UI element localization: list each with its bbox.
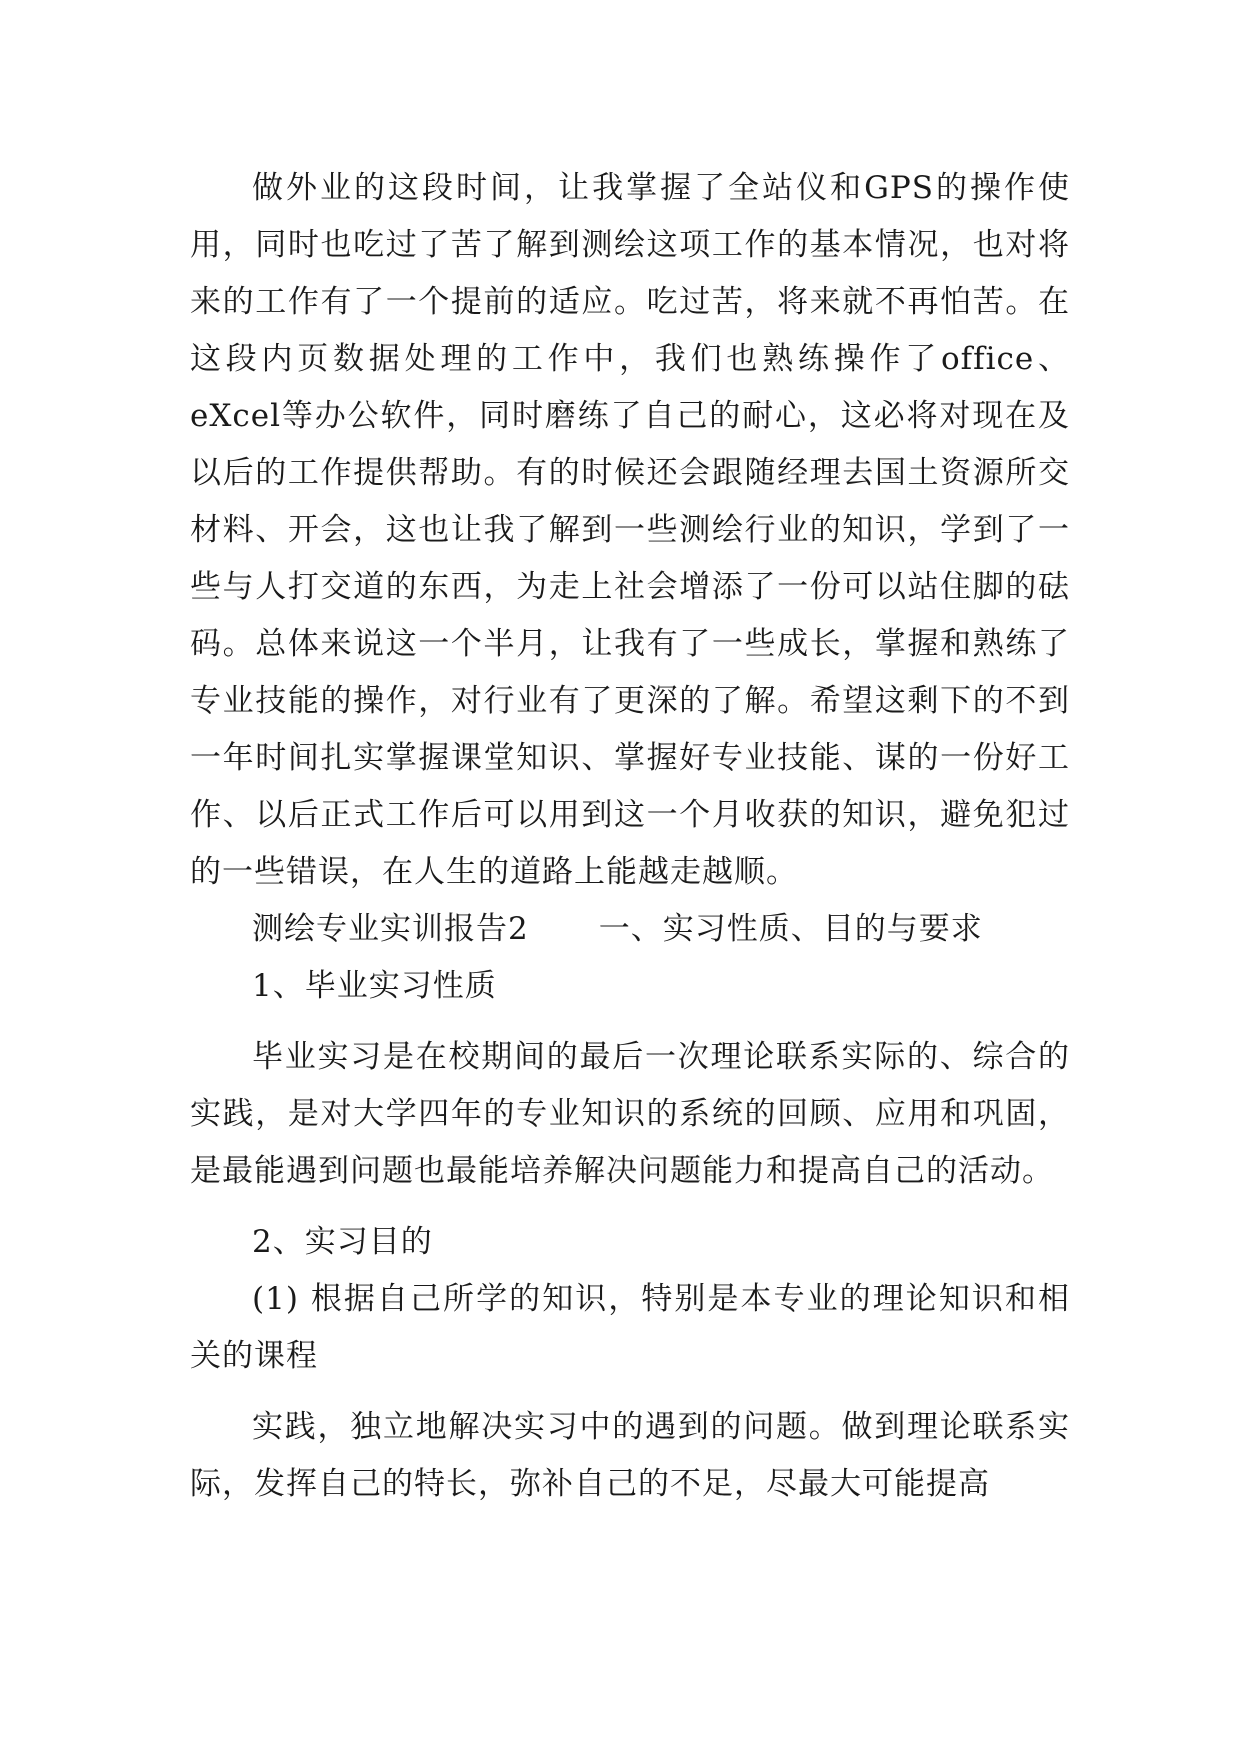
document-body (190, 160, 1070, 1513)
item-one-paragraph: 毕业实习是在校期间的最后一次理论联系实际的、综合的实践，是对大学四年的专业知识的系统的回顾、应用和巩固，是最能遇到问题也最能培养解决问题能力和提高自己的活动。 (190, 1039, 1070, 1189)
item-two-point-one: (1) 根据自己所学的知识，特别是本专业的理论知识和相关的课程 (190, 1281, 1070, 1374)
report-title: 测绘专业实训报告2 (252, 911, 529, 947)
section-one-title: 一、实习性质、目的与要求 (598, 911, 983, 947)
item-one-title: 1、毕业实习性质 (252, 968, 497, 1004)
body-paragraph: 做外业的这段时间，让我掌握了全站仪和GPS的操作使用，同时也吃过了苦了解到测绘这项工作的基本情况，也对将来的工作有了一个提前的适应。吃过苦，将来就不再怕苦。在这段内页数据处理的工作中，我们也熟练操作了office、eXcel等办公软件，同时磨练了自己的耐心，这必将对现在及以后的工作提供帮助。有的时候还会跟随经理去国土资源所交材料、开会，这也让我了解到一些测绘行业的知识，学到了一些与人打交道的东西，为走上社会增添了一份可以站住脚的砝码。总体来说这一个半月，让我有了一些成长，掌握和熟练了专业技能的操作，对行业有了更深的了解。希望这剩下的不到一年时间扎实掌握课堂知识、掌握好专业技能、谋的一份好工作、以后正式工作后可以用到这一个月收获的知识，避免犯过的一些错误，在人生的道路上能越走越顺。 (190, 170, 1070, 890)
report-heading-line (190, 901, 1070, 958)
item-two-title: 2、实习目的 (252, 1224, 433, 1260)
item-two-point-one-continued: 实践，独立地解决实习中的遇到的问题。做到理论联系实际，发挥自己的特长，弥补自己的不足，尽最大可能提高 (190, 1409, 1070, 1502)
